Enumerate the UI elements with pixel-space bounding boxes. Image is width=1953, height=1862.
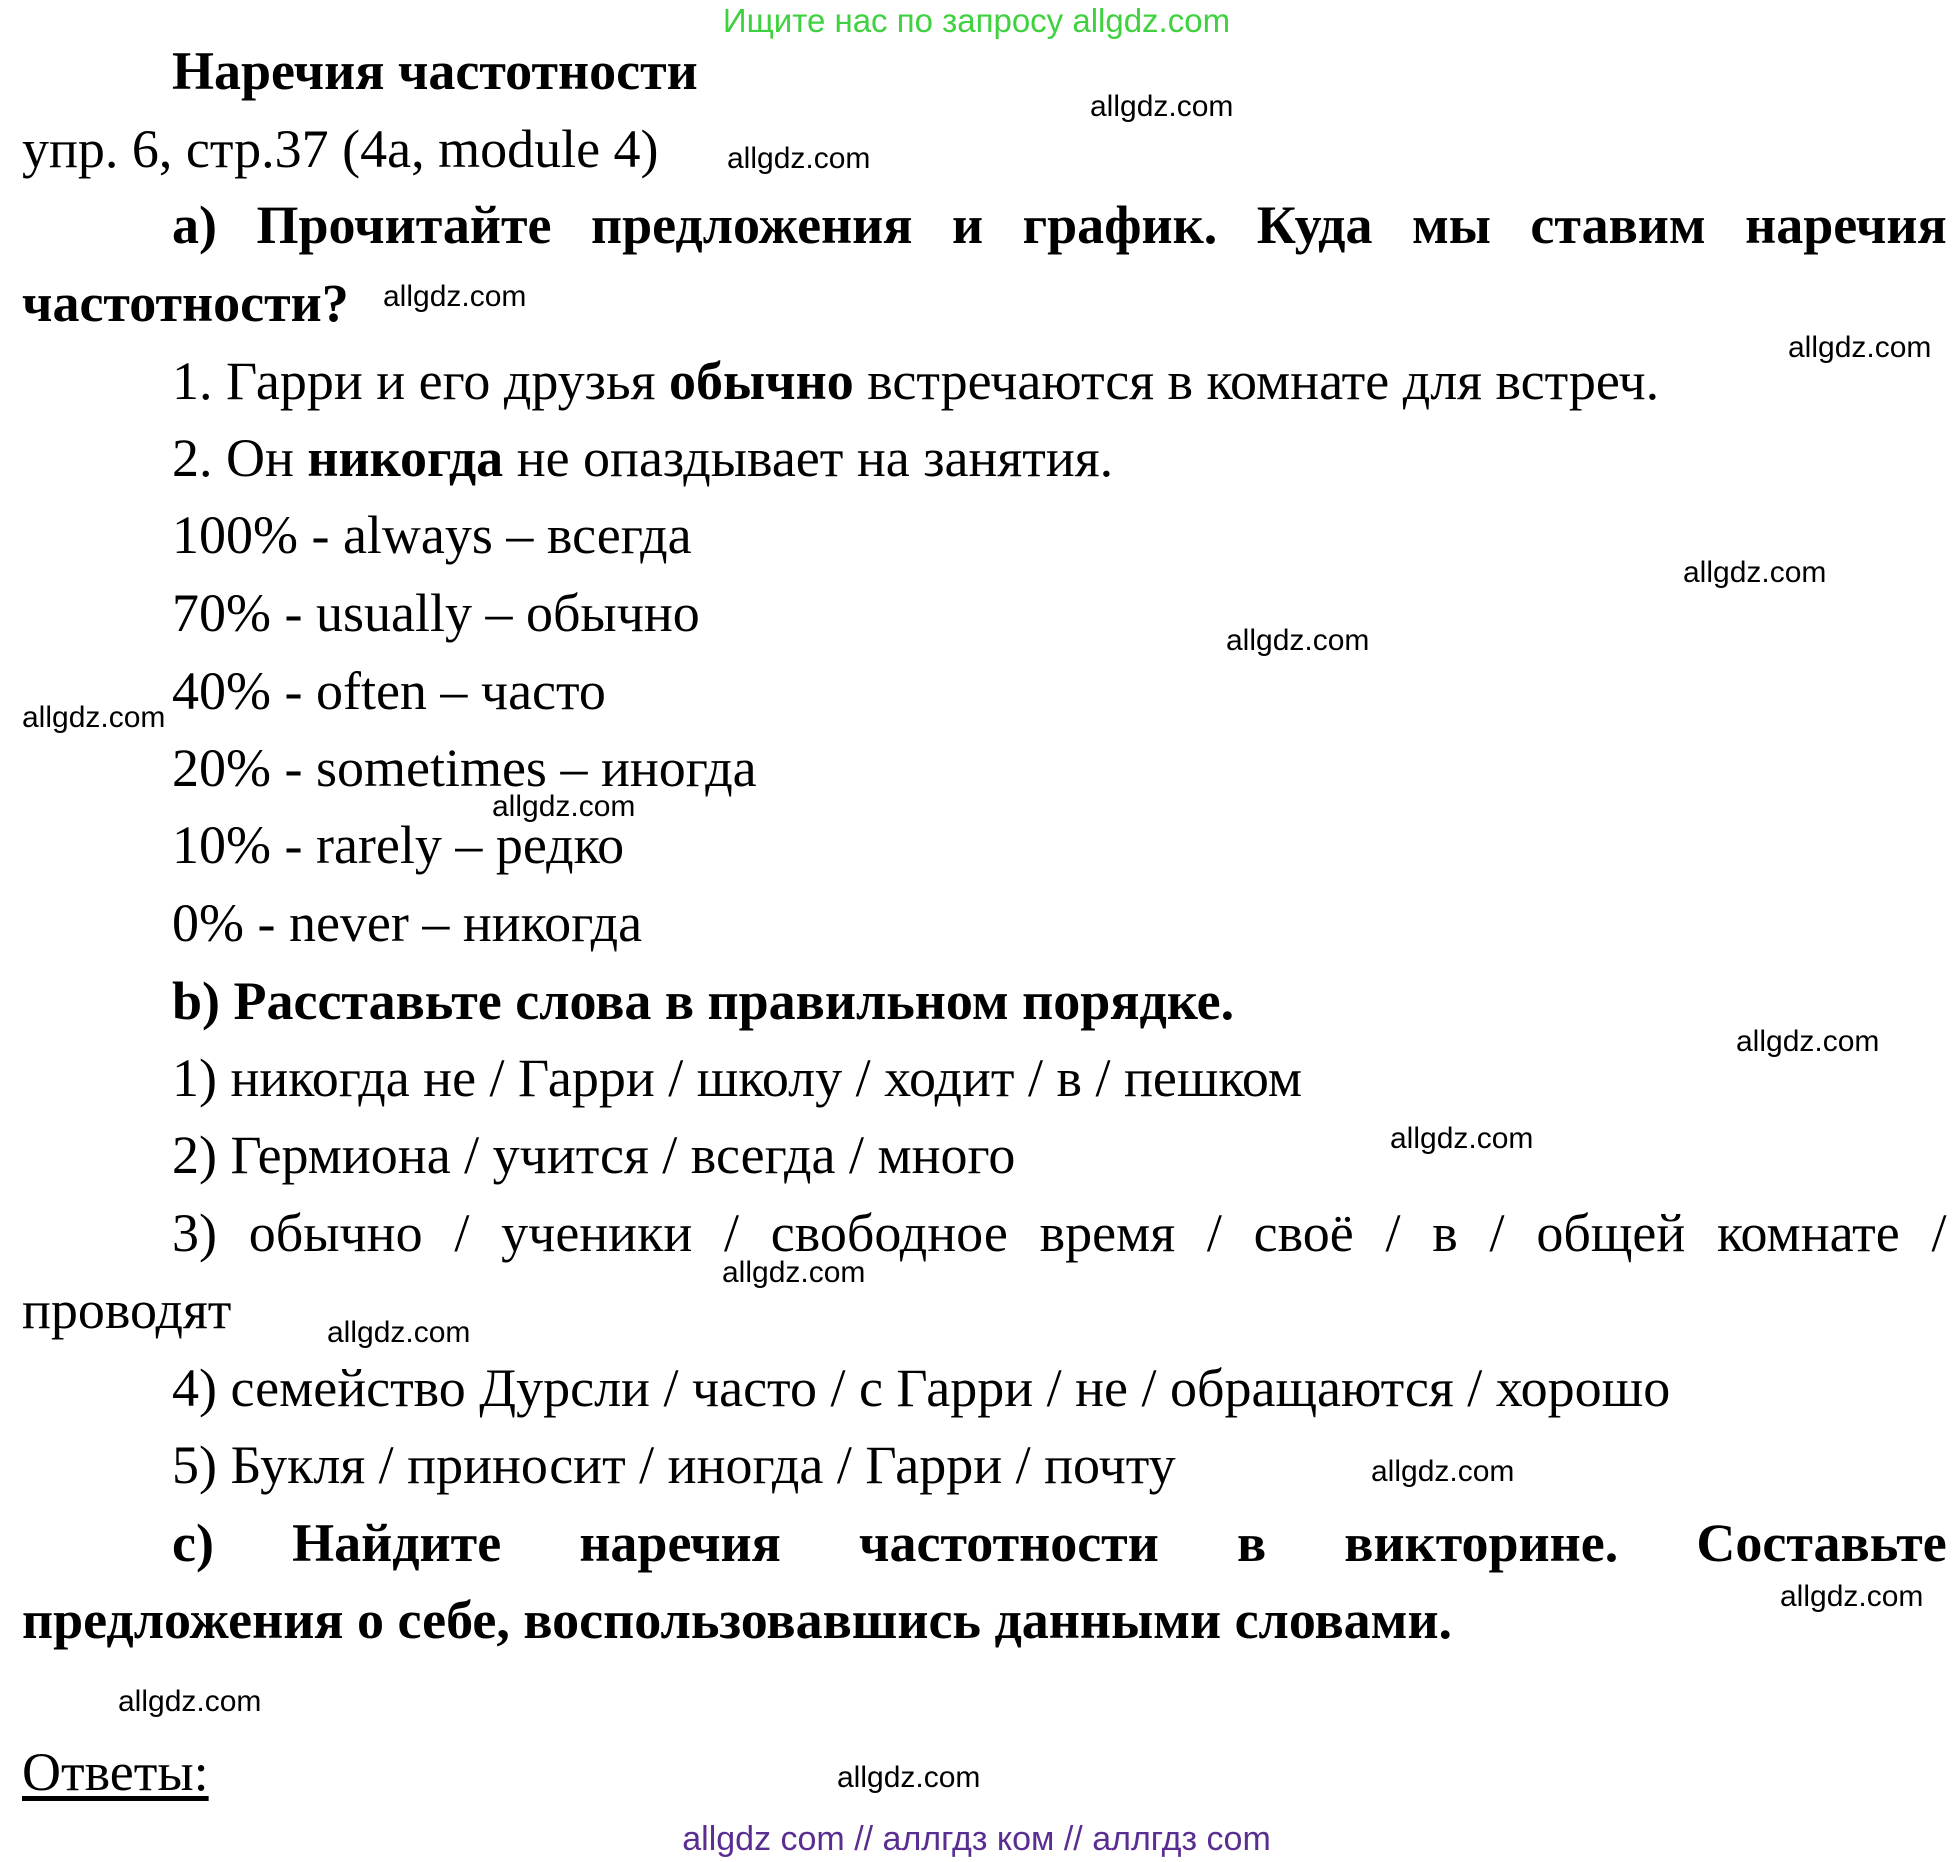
- task-a-heading-line1: а) Прочитайте предложения и график. Куда мы ставим наречия: [172, 195, 1947, 255]
- frequency-sometimes: 20% - sometimes – иногда: [172, 738, 757, 798]
- page-title: Наречия частотности: [172, 41, 698, 101]
- watermark: allgdz.com: [327, 1316, 471, 1349]
- watermark: allgdz.com: [118, 1685, 262, 1718]
- frequency-always: 100% - always – всегда: [172, 505, 692, 565]
- frequency-never: 0% - never – никогда: [172, 893, 643, 953]
- watermark: allgdz.com: [1090, 90, 1234, 123]
- task-b-item-2: 2) Гермиона / учится / всегда / много: [172, 1125, 1016, 1185]
- task-c-heading-line1: с) Найдите наречия частотности в викторине. Составьте: [172, 1513, 1947, 1573]
- watermark: allgdz.com: [837, 1761, 981, 1794]
- task-b-heading: b) Расставьте слова в правильном порядке.: [172, 971, 1235, 1031]
- watermark: allgdz.com: [1371, 1455, 1515, 1488]
- task-b-item-5: 5) Букля / приносит / иногда / Гарри / почту: [172, 1435, 1176, 1495]
- bottom-links[interactable]: allgdz com // аллгдз ком // аллгдз com: [682, 1820, 1271, 1858]
- task-b-item-1: 1) никогда не / Гарри / школу / ходит / в / пешком: [172, 1048, 1303, 1108]
- answers-label: Ответы:: [22, 1742, 209, 1802]
- watermark: allgdz.com: [1683, 556, 1827, 589]
- frequency-rarely: 10% - rarely – редко: [172, 815, 625, 875]
- watermark: allgdz.com: [722, 1256, 866, 1289]
- task-b-item-3-continued: проводят: [22, 1280, 232, 1340]
- example-sentence-1: 1. Гарри и его друзья обычно встречаются в комнате для встреч.: [172, 351, 1660, 411]
- frequency-usually: 70% - usually – обычно: [172, 583, 700, 643]
- watermark: allgdz.com: [1226, 624, 1370, 657]
- frequency-often: 40% - often – часто: [172, 661, 606, 721]
- example-sentence-2: 2. Он никогда не опаздывает на занятия.: [172, 428, 1114, 488]
- watermark: allgdz.com: [492, 790, 636, 823]
- watermark: allgdz.com: [22, 701, 166, 734]
- watermark: allgdz.com: [1780, 1580, 1924, 1613]
- watermark: allgdz.com: [727, 142, 871, 175]
- task-a-heading-line2: частотности?: [22, 273, 349, 333]
- watermark: allgdz.com: [1390, 1122, 1534, 1155]
- task-b-item-3: 3) обычно / ученики / свободное время / своё / в / общей комнате /: [172, 1203, 1947, 1263]
- watermark: allgdz.com: [383, 280, 527, 313]
- exercise-reference: упр. 6, стр.37 (4a, module 4): [22, 119, 659, 179]
- watermark: allgdz.com: [1736, 1025, 1880, 1058]
- task-b-item-4: 4) семейство Дурсли / часто / с Гарри / не / обращаются / хорошо: [172, 1358, 1671, 1418]
- watermark: allgdz.com: [1788, 331, 1932, 364]
- top-banner[interactable]: Ищите нас по запросу allgdz.com: [722, 2, 1231, 39]
- task-c-heading-line2: предложения о себе, воспользовавшись данными словами.: [22, 1590, 1453, 1650]
